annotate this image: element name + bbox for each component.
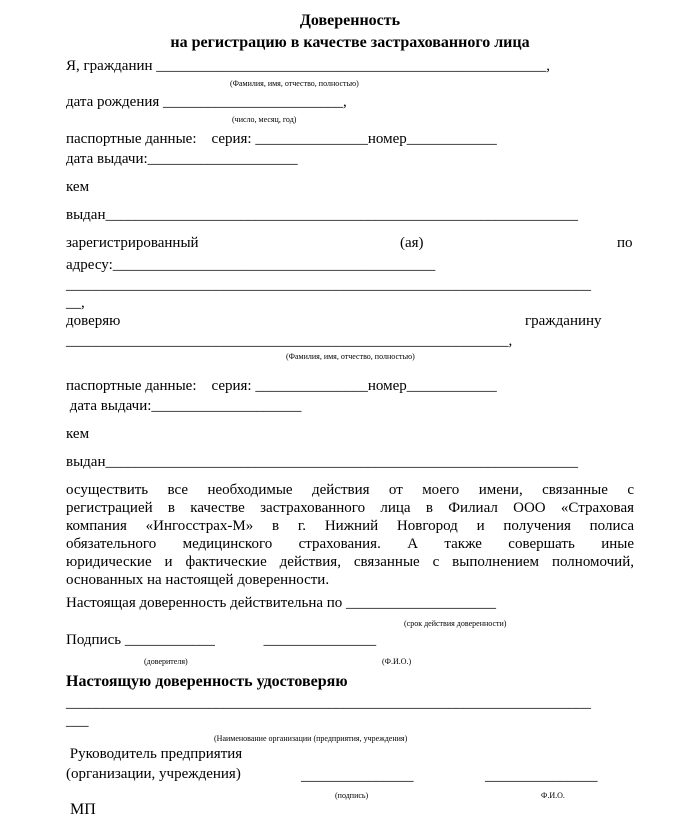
powers-line-1: осуществить все необходимые действия от моего имени, связанные с <box>66 482 634 498</box>
trust-label: доверяю <box>66 313 121 329</box>
head-signature-blank: _______________ <box>301 768 414 784</box>
principal-name-caption: (Фамилия, имя, отчество, полностью) <box>230 79 359 88</box>
signature-line: Подпись ____________ _______________ <box>66 632 377 648</box>
head-title-line-2: (организации, учреждения) <box>66 766 241 782</box>
agent-name-caption: (Фамилия, имя, отчество, полностью) <box>286 352 415 361</box>
address-line-2: ______________________________________________________________________ <box>66 277 591 293</box>
principal-issued-by-line: выдан_______________________________________________________________ <box>66 207 578 223</box>
principal-issued-by-label: кем <box>66 179 90 195</box>
certification-line: ______________________________________________________________________ <box>66 695 591 711</box>
document-title: Доверенность <box>299 12 401 29</box>
trust-citizen-label: гражданину <box>525 313 602 329</box>
powers-line-3: компания «Ингосстрах-М» в г. Нижний Новгород и получения полиса <box>66 518 634 534</box>
signature-caption-name: (Ф.И.О.) <box>382 657 412 666</box>
head-name-blank: _______________ <box>485 768 598 784</box>
principal-name-line: Я, гражданин ____________________________________________________, <box>66 58 551 74</box>
registered-by-word: по <box>617 235 633 251</box>
principal-issue-date-line: дата выдачи:____________________ <box>66 151 298 167</box>
head-title-line-1: Руководитель предприятия <box>66 746 243 762</box>
certification-heading: Настоящую доверенность удостоверяю <box>66 673 348 690</box>
registered-gender-suffix: (ая) <box>400 235 424 251</box>
powers-line-5: юридические и фактические действия, связанные с выполнением полномочий, <box>66 554 634 570</box>
powers-line-4: обязательного медицинского страхования. А также совершать иные <box>66 536 634 552</box>
principal-passport-line: паспортные данные: серия: _______________номер____________ <box>66 131 497 147</box>
registered-label: зарегистрированный <box>66 235 199 251</box>
address-line: адресу:___________________________________________ <box>66 257 436 273</box>
agent-name-line: ___________________________________________________________, <box>66 333 513 349</box>
agent-issued-by-line: выдан_______________________________________________________________ <box>66 454 578 470</box>
head-signature-caption: (подпись) <box>335 791 369 800</box>
certification-line-2: ___ <box>66 713 89 729</box>
document-subtitle: на регистрацию в качестве застрахованного лица <box>170 34 530 51</box>
address-line-3: __, <box>66 295 85 311</box>
signature-caption-principal: (доверителя) <box>144 657 188 666</box>
agent-passport-line: паспортные данные: серия: _______________номер____________ <box>66 378 497 394</box>
agent-issue-date-line: дата выдачи:____________________ <box>66 398 302 414</box>
principal-birth-line: дата рождения ________________________, <box>66 94 347 110</box>
certification-caption: (Наименование организации (предприятия, учреждения) <box>214 734 408 743</box>
head-name-caption: Ф.И.О. <box>541 791 565 800</box>
agent-issued-by-label: кем <box>66 426 90 442</box>
stamp-place-label: МП <box>70 801 96 818</box>
validity-line: Настоящая доверенность действительна по ____________________ <box>66 595 497 611</box>
powers-line-2: регистрацией в качестве застрахованного лица в Филиал ООО «Страховая <box>66 500 634 516</box>
principal-birth-caption: (число, месяц, год) <box>232 115 297 124</box>
powers-line-6: основанных на настоящей доверенности. <box>66 572 330 588</box>
validity-caption: (срок действия доверенности) <box>404 619 507 628</box>
